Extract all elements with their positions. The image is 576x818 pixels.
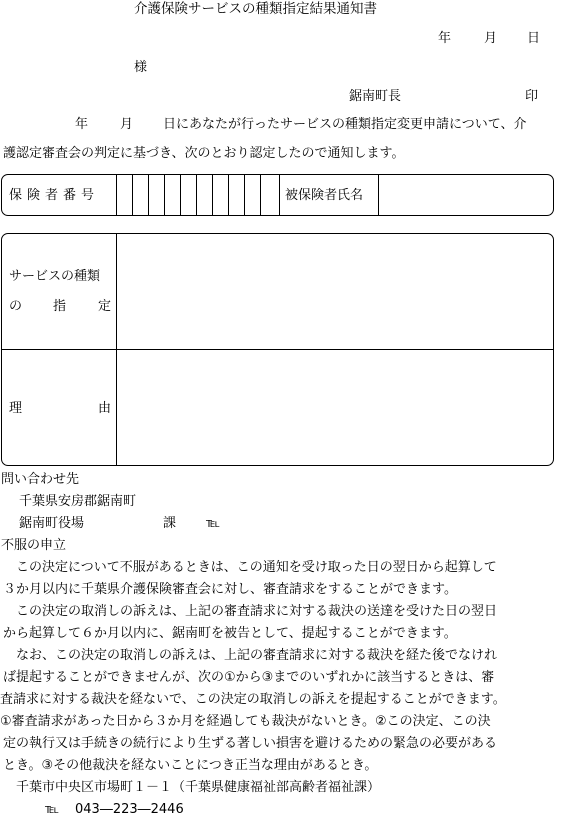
appeal-line: から起算して６か月以内に、鋸南町を被告として、提起することができます。 bbox=[3, 626, 457, 641]
appeal-tel-label: ℡ bbox=[45, 802, 59, 817]
appeal-line: 定の執行又は手続きの続行により生ずる著しい損害を避けるための緊急の必要がある bbox=[3, 736, 498, 751]
intro-line-1: 日にあなたが行ったサービスの種類指定変更申請について、介 bbox=[163, 117, 527, 132]
issuer-name: 鋸南町長 bbox=[349, 89, 402, 104]
addressee-suffix: 様 bbox=[134, 60, 148, 75]
appeal-line: なお、この決定の取消しの訴えは、上記の審査請求に対する裁決を経た後でなけれ bbox=[3, 648, 498, 663]
contact-tel-label: ℡ bbox=[206, 516, 220, 531]
appeal-line: ３か月以内に千葉県介護保険審査会に対し、審査請求をすることができます。 bbox=[3, 582, 457, 597]
appeal-tel-number: 043―223―2446 bbox=[75, 802, 184, 817]
insurer-number-label: 保険者番号 bbox=[9, 188, 100, 203]
contact-heading: 問い合わせ先 bbox=[1, 472, 80, 487]
intro-line-2: 護認定審査会の判定に基づき、次のとおり認定したので通知します。 bbox=[3, 146, 405, 161]
appeal-line: とき。③その他裁決を経ないことにつき正当な理由があるとき。 bbox=[3, 758, 378, 773]
appeal-line: この決定の取消しの訴えは、上記の審査請求に対する裁決の送達を受けた日の翌日 bbox=[3, 604, 498, 619]
intro-year: 年 bbox=[75, 117, 89, 132]
reason-label-b: 由 bbox=[98, 401, 112, 416]
designation-label-c: 定 bbox=[98, 299, 112, 314]
date-day: 日 bbox=[527, 31, 541, 46]
service-type-label: サービスの種類 bbox=[9, 269, 101, 284]
document-title: 介護保険サービスの種類指定結果通知書 bbox=[134, 1, 377, 17]
intro-month: 月 bbox=[120, 117, 134, 132]
contact-section: 課 bbox=[163, 516, 177, 531]
designation-label-a: の bbox=[9, 299, 23, 314]
date-year: 年 bbox=[438, 31, 452, 46]
date-month: 月 bbox=[484, 31, 498, 46]
seal-mark: 印 bbox=[525, 89, 539, 104]
appeal-line: 査請求に対する裁決を経ないで、この決定の取消しの訴えを提起することができます。 bbox=[0, 692, 506, 707]
appeal-line: ①審査請求があった日から３か月を経過しても裁決がないとき。②この決定、この決 bbox=[0, 714, 491, 729]
appeal-heading: 不服の申立 bbox=[1, 538, 67, 553]
service-table-row-divider bbox=[2, 349, 553, 350]
insured-name-label: 被保険者氏名 bbox=[285, 188, 364, 203]
reason-label-a: 理 bbox=[9, 401, 23, 416]
contact-address: 千葉県安房郡鋸南町 bbox=[19, 494, 137, 509]
contact-office: 鋸南町役場 bbox=[19, 516, 85, 531]
insured-name-divider bbox=[378, 175, 379, 216]
designation-label-b: 指 bbox=[53, 299, 67, 314]
appeal-line: 千葉市中央区市場町１－１（千葉県健康福祉部高齢者福祉課） bbox=[3, 780, 381, 795]
appeal-line: ば提起することができませんが、次の①から③までのいずれかに該当するときは、審 bbox=[3, 670, 495, 685]
appeal-line: この決定について不服があるときは、この通知を受け取った日の翌日から起算して bbox=[3, 560, 497, 575]
